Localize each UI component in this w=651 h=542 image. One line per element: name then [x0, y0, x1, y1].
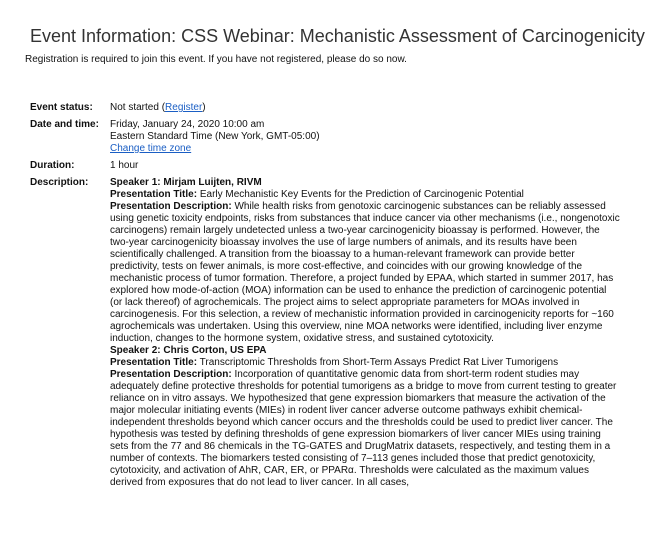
- p1-title-label: Presentation Title:: [110, 189, 198, 200]
- speaker-2-heading: Speaker 2: Chris Corton, US EPA: [110, 345, 267, 356]
- datetime-timezone: Eastern Standard Time (New York, GMT-05:00): [110, 131, 320, 142]
- datetime-value: [110, 119, 620, 155]
- p1-title: Early Mechanistic Key Events for the Prediction of Carcinogenic Potential: [197, 189, 524, 200]
- p2-description: Incorporation of quantitative genomic data from short-term rodent studies may adequately define protective thresholds for potential tumorigens as a bridge to move from current testing to greater reliance on in vitro assays. We hypothesized that gene expression biomarkers that measure the activation of the major molecular initiating events (MIEs) in rodent liver cancer adverse outcome pathways exhibit chemical-independent thresholds beyond which cancer occurs and the thresholds could be used to predict liver cancer. The hypothesis was tested by defining thresholds of gene expression biomarkers of liver cancer MIEs using training sets from the 77 and 86 chemicals in the TG-GATES and DrugMatrix datasets, respectively, and testing them in a number of contexts. The biomarkers tested consisting of 7–113 genes included those that predict genotoxicity, cytotoxicity, and activation of AhR, CAR, ER, or PPARα. Thresholds were calculated as the maximum values derived from exposures that do not lead to liver cancer. In all cases,: [110, 369, 617, 488]
- page-title: Event Information: CSS Webinar: Mechanistic Assessment of Carcinogenicity: [30, 26, 645, 46]
- presentation-1: [110, 189, 620, 345]
- p1-description: While health risks from genotoxic carcinogenic substances can be reliably assessed using genetic toxicity endpoints, risks from substances that induce cancer via other mechanisms (i.e., nongenotoxic carcinogens) remain largely undetected unless a two-year carcinogenicity bioassay is performed. However, the two-year carcinogenicity bioassay involves the use of large numbers of animals, and its results have been scientifically challenged. A transition from the bioassay to a human-relevant framework can provide better predictivity, tests on fewer animals, is more cost-effective, and coincides with our growing knowledge of the mechanistic process of tumor formation. Therefore, a project funded by EPAA, which started in summer 2017, has explored how mode-of-action (MOA) information can be used to enhance the prediction of carcinogenic potential (or lack thereof) of agrochemicals. The project aims to select appropriate parameters for MOAs involved in carcinogenesis. For this selection, a review of mechanistic information provided in carcinogenicity reports for ~160 agrochemicals was undertaken. Using this overview, nine MOA networks were identified, including liver enzyme induction, changes to the hormone system, oxidative stress, and sustained cytotoxicity.: [110, 201, 620, 344]
- registration-notice: Registration is required to join this event. If you have not registered, please do so now.: [25, 54, 407, 65]
- p2-title: Transcriptomic Thresholds from Short-Term Assays Predict Rat Liver Tumorigens: [197, 357, 559, 368]
- description-label: Description:: [30, 177, 89, 188]
- register-link[interactable]: Register: [165, 102, 203, 113]
- status-value: [110, 102, 620, 114]
- datetime-label: Date and time:: [30, 119, 99, 130]
- status-label: Event status:: [30, 102, 93, 113]
- p2-desc-label: Presentation Description:: [110, 369, 232, 380]
- speaker-1-heading: Speaker 1: Mirjam Luijten, RIVM: [110, 177, 262, 188]
- status-row: [30, 102, 620, 114]
- status-close: ): [202, 102, 206, 113]
- p1-desc-label: Presentation Description:: [110, 201, 232, 212]
- p2-title-label: Presentation Title:: [110, 357, 198, 368]
- status-text: Not started (: [110, 102, 166, 113]
- duration-value: 1 hour: [110, 160, 139, 171]
- duration-row: [30, 160, 620, 172]
- change-time-zone-link[interactable]: Change time zone: [110, 143, 192, 154]
- event-info: [30, 102, 620, 494]
- datetime-date: Friday, January 24, 2020 10:00 am: [110, 119, 265, 130]
- datetime-row: [30, 119, 620, 155]
- description-body: [110, 177, 620, 489]
- description-row: [30, 177, 620, 489]
- duration-label: Duration:: [30, 160, 75, 171]
- presentation-2: [110, 357, 620, 489]
